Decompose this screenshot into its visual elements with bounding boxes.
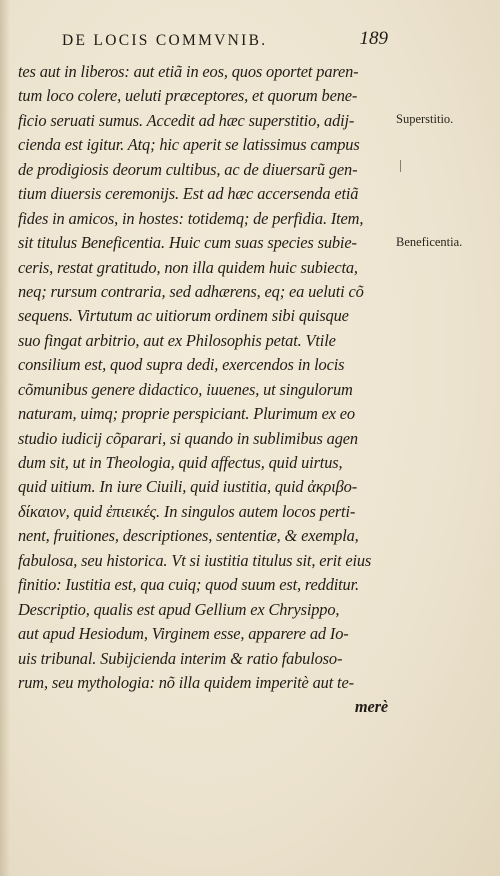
text-line: fides in amicos, in hostes: totidemq; de perfidia. Item, — [18, 208, 364, 228]
text-line: Descriptio, qualis est apud Gellium ex Chrysippo, — [18, 599, 340, 619]
text-line: cienda est igitur. Atq; hic aperit se latissimus campus — [18, 135, 360, 155]
text-line: finitio: Iustitia est, qua cuiq; quod suum est, redditur. — [18, 575, 359, 595]
text-line: tes aut in liberos: aut etiã in eos, quos oportet paren- — [18, 62, 359, 81]
text-line: aut apud Hesiodum, Virginem esse, apparere ad Io- — [18, 624, 349, 644]
text-line: suo fingat arbitrio, aut ex Philosophis petat. Vtile — [18, 330, 336, 350]
text-line: neq; rursum contraria, sed adhærens, eq; ea ueluti cõ — [18, 281, 364, 301]
text-line: studio iudicij cõparari, si quando in sublimibus agen — [18, 428, 358, 448]
text-line: cõmunibus genere didactico, iuuenes, ut singulorum — [18, 379, 353, 399]
text-line: ficio seruati sumus. Accedit ad hæc superstitio, adij- — [18, 110, 355, 130]
text-line: tum loco colere, ueluti præceptores, et quorum bene- — [18, 86, 358, 106]
margin-note-beneficentia: Beneficentia. — [396, 235, 463, 249]
main-text-block — [18, 60, 394, 720]
text-line: rum, seu mythologia: nõ illa quidem imperitè aut te- — [18, 672, 354, 692]
text-line: nent, fruitiones, descriptiones, sententiæ, & exempla, — [18, 526, 359, 546]
text-line: sit titulus Beneficentia. Huic cum suas species subie- — [18, 233, 357, 253]
text-line: fabulosa, seu historica. Vt si iustitia titulus sit, erit eius — [18, 550, 372, 570]
text-line: ceris, restat gratitudo, non illa quidem huic subiecta, — [18, 257, 358, 277]
text-line: quid uitium. In iure Ciuili, quid iustitia, quid ἀκριβο- — [18, 477, 358, 497]
text-line: uis tribunal. Subijcienda interim & ratio fabuloso- — [18, 648, 343, 668]
text-line: naturam, uimq; proprie perspiciant. Plurimum ex eo — [18, 404, 355, 424]
page-gutter-shadow — [0, 0, 10, 876]
margin-note-superstitio: Superstitio. — [396, 112, 454, 126]
text-line: consilium est, quod supra dedi, exercendos in locis — [18, 355, 345, 375]
catchword: merè — [354, 697, 388, 717]
text-line: sequens. Virtutum ac uitiorum ordinem sibi quisque — [18, 306, 349, 326]
text-line: dum sit, ut in Theologia, quid affectus, quid uirtus, — [18, 453, 343, 472]
running-title: DE LOCIS COMMVNIB. — [62, 32, 268, 49]
text-line: δίκαιον, quid ἐπιεικές. In singulos autem locos perti- — [18, 501, 356, 521]
text-line: de prodigiosis deorum cultibus, ac de diuersarũ gen- — [18, 159, 358, 179]
page-number: 189 — [359, 28, 388, 49]
text-line: tium diuersis ceremonijs. Est ad hæc accersenda etiã — [18, 184, 359, 204]
ink-mark — [400, 160, 401, 172]
